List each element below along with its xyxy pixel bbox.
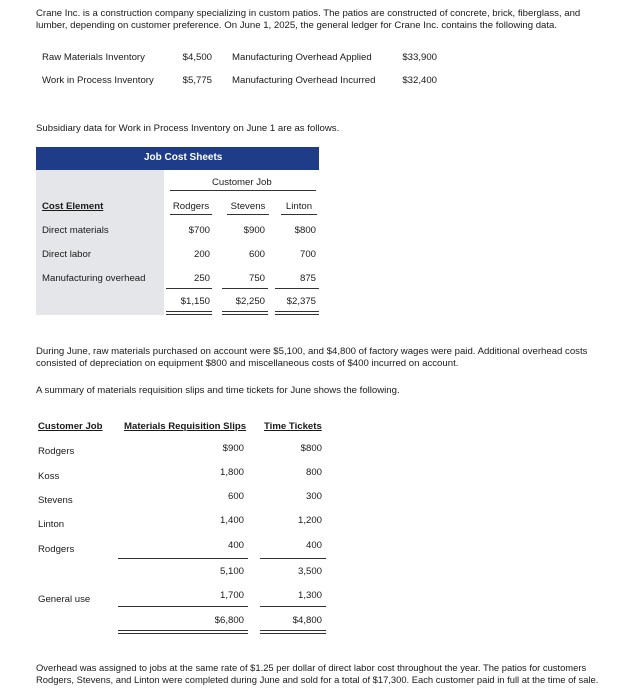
- double-underline: [166, 314, 212, 315]
- divider: [275, 288, 319, 289]
- divider: [118, 606, 248, 607]
- double-underline: [275, 314, 319, 315]
- double-underline: [260, 633, 326, 634]
- ledger-label: Work in Process Inventory: [42, 75, 154, 86]
- cost-cell: $800: [294, 225, 316, 236]
- req-subtotal-mat: 5,100: [219, 566, 244, 577]
- req-time: 300: [305, 491, 322, 502]
- req-time: 1,300: [297, 590, 322, 601]
- cost-cell: $900: [243, 225, 265, 236]
- ledger-value: $32,400: [402, 75, 437, 86]
- cost-row-label: Manufacturing overhead: [42, 273, 146, 284]
- ledger-label: Manufacturing Overhead Applied: [232, 52, 372, 63]
- job-cost-values-panel: [164, 170, 319, 315]
- ledger-label: Manufacturing Overhead Incurred: [232, 75, 376, 86]
- subsidiary-text: Subsidiary data for Work in Process Inventory on June 1 are as follows.: [36, 123, 340, 134]
- column-header: Stevens: [230, 201, 266, 212]
- req-total-time: $4,800: [292, 615, 322, 626]
- job-cost-sheets-header: [36, 147, 319, 170]
- overhead-line-2: Rodgers, Stevens, and Linton were completed during June and sold for a total of $17,300. Each customer paid in full at the time of sale.: [36, 674, 599, 685]
- divider: [166, 288, 212, 289]
- req-mat: $900: [222, 443, 244, 454]
- req-job: Koss: [38, 471, 60, 482]
- divider: [281, 214, 317, 215]
- total-cell: $2,375: [286, 296, 316, 307]
- cost-cell: 600: [248, 249, 265, 260]
- cost-row-label: Direct labor: [42, 249, 92, 260]
- double-underline: [166, 311, 212, 312]
- ledger-value: $5,775: [182, 75, 212, 86]
- cost-row-label: Direct materials: [42, 225, 109, 236]
- req-mat: 600: [227, 491, 244, 502]
- req-mat: 400: [227, 540, 244, 551]
- divider: [170, 190, 316, 191]
- req-job: Stevens: [38, 495, 73, 506]
- cost-element-header: Cost Element: [42, 201, 104, 212]
- double-underline: [118, 630, 248, 631]
- cost-cell: 700: [299, 249, 316, 260]
- divider: [227, 214, 269, 215]
- total-cell: $1,150: [180, 296, 210, 307]
- cost-cell: 200: [193, 249, 210, 260]
- cost-cell: 875: [299, 273, 316, 284]
- ledger-label: Raw Materials Inventory: [42, 52, 145, 63]
- req-mat: 1,400: [219, 515, 244, 526]
- june-line-1: During June, raw materials purchased on account were $5,100, and $4,800 of factory wages were paid. Additional overhead costs: [36, 346, 588, 357]
- overhead-line-1: Overhead was assigned to jobs at the same rate of $1.25 per dollar of direct labor cost throughout the year. The patios for customers: [36, 662, 587, 673]
- req-header-time: Time Tickets: [264, 421, 322, 432]
- req-job: Linton: [38, 519, 65, 530]
- double-underline: [222, 314, 268, 315]
- req-header-materials: Materials Requisition Slips: [124, 421, 247, 432]
- divider: [260, 558, 326, 559]
- intro-line-2: lumber, depending on customer preference. On June 1, 2025, the general ledger for Crane Inc. contains the following data.: [36, 20, 558, 31]
- req-subtotal-time: 3,500: [297, 566, 322, 577]
- ledger-value: $33,900: [402, 52, 437, 63]
- req-header-job: Customer Job: [38, 421, 103, 432]
- job-cost-sheets-title: Job Cost Sheets: [144, 152, 223, 163]
- req-mat: 1,800: [219, 467, 244, 478]
- double-underline: [260, 630, 326, 631]
- column-header: Rodgers: [172, 201, 210, 212]
- june-line-2: consisted of depreciation on equipment $800 and miscellaneous costs of $400 incurred on account.: [36, 358, 459, 369]
- double-underline: [118, 633, 248, 634]
- req-time: 400: [305, 540, 322, 551]
- req-job: Rodgers: [38, 446, 75, 457]
- intro-line-1: Crane Inc. is a construction company specializing in custom patios. The patios are constructed of concrete, brick, fiberglass, and: [36, 8, 581, 19]
- req-time: 1,200: [297, 515, 322, 526]
- double-underline: [222, 311, 268, 312]
- customer-job-header: Customer Job: [212, 177, 272, 188]
- cost-cell: $700: [188, 225, 210, 236]
- cost-cell: 750: [248, 273, 265, 284]
- summary-text: A summary of materials requisition slips and time tickets for June shows the following.: [36, 385, 400, 396]
- ledger-value: $4,500: [182, 52, 212, 63]
- divider: [222, 288, 268, 289]
- column-header: Linton: [285, 201, 313, 212]
- req-job: General use: [38, 594, 91, 605]
- double-underline: [275, 311, 319, 312]
- divider: [118, 558, 248, 559]
- req-time: 800: [305, 467, 322, 478]
- req-total-mat: $6,800: [214, 615, 244, 626]
- total-cell: $2,250: [235, 296, 265, 307]
- cost-cell: 250: [193, 273, 210, 284]
- req-mat: 1,700: [219, 590, 244, 601]
- req-job: Rodgers: [38, 544, 75, 555]
- req-time: $800: [300, 443, 322, 454]
- divider: [260, 606, 326, 607]
- divider: [170, 214, 212, 215]
